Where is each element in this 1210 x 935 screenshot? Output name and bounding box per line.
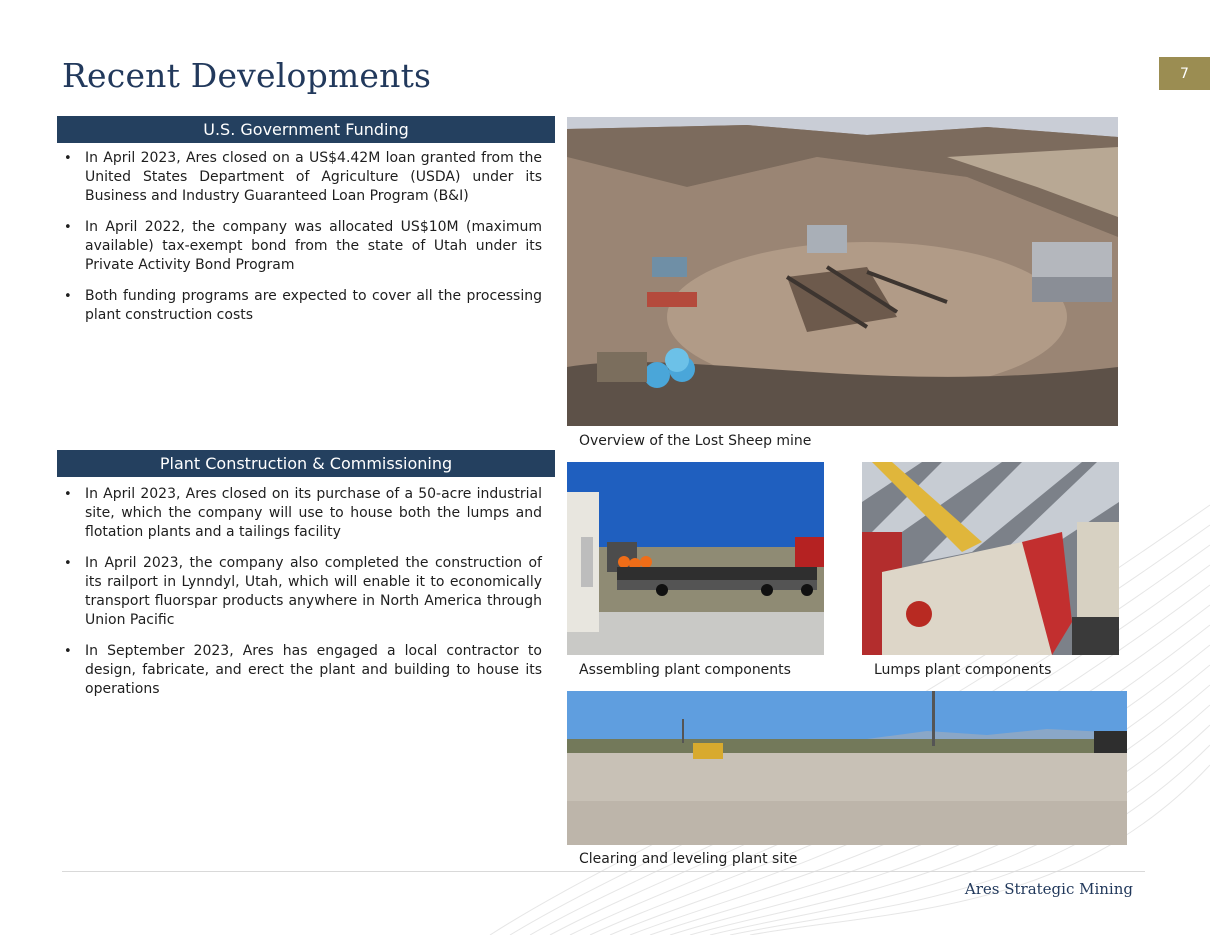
lumps-plant-caption: Lumps plant components bbox=[874, 662, 1052, 678]
bullet-item: • In April 2023, the company also completed the construction of its railport in Lynndyl, Utah, which will enable it to economically transport fluorspar products anywhere in North America through Union Pacific bbox=[62, 554, 542, 630]
footer-divider bbox=[62, 871, 1145, 872]
bullet-item: • In September 2023, Ares has engaged a local contractor to design, fabricate, and erect the plant and building to house its operations bbox=[62, 642, 542, 699]
bullet-item: • In April 2023, Ares closed on its purchase of a 50-acre industrial site, which the company will use to house both the lumps and flotation plants and a tailings facility bbox=[62, 485, 542, 542]
construction-bullet-list bbox=[62, 485, 542, 711]
mine-overview-photo bbox=[567, 117, 1118, 426]
mine-overview-caption: Overview of the Lost Sheep mine bbox=[579, 433, 812, 449]
funding-bullet-list bbox=[62, 149, 542, 337]
lumps-plant-photo bbox=[862, 462, 1119, 655]
bullet-item: • In April 2023, Ares closed on a US$4.42M loan granted from the United States Department of Agriculture (USDA) under its Business and Industry Guaranteed Loan Program (B&I) bbox=[62, 149, 542, 206]
bullet-item: • In April 2022, the company was allocated US$10M (maximum available) tax-exempt bond from the state of Utah under its Private Activity Bond Program bbox=[62, 218, 542, 275]
assembling-components-caption: Assembling plant components bbox=[579, 662, 791, 678]
page-title: Recent Developments bbox=[62, 56, 432, 95]
site-clearing-photo bbox=[567, 691, 1127, 845]
section-header-construction: Plant Construction & Commissioning bbox=[57, 450, 555, 477]
section-header-funding: U.S. Government Funding bbox=[57, 116, 555, 143]
footer-company-name: Ares Strategic Mining bbox=[964, 880, 1133, 898]
assembling-components-photo bbox=[567, 462, 824, 655]
bullet-item: • Both funding programs are expected to cover all the processing plant construction costs bbox=[62, 287, 542, 325]
page-number-badge: 7 bbox=[1159, 57, 1210, 90]
site-clearing-caption: Clearing and leveling plant site bbox=[579, 851, 798, 867]
